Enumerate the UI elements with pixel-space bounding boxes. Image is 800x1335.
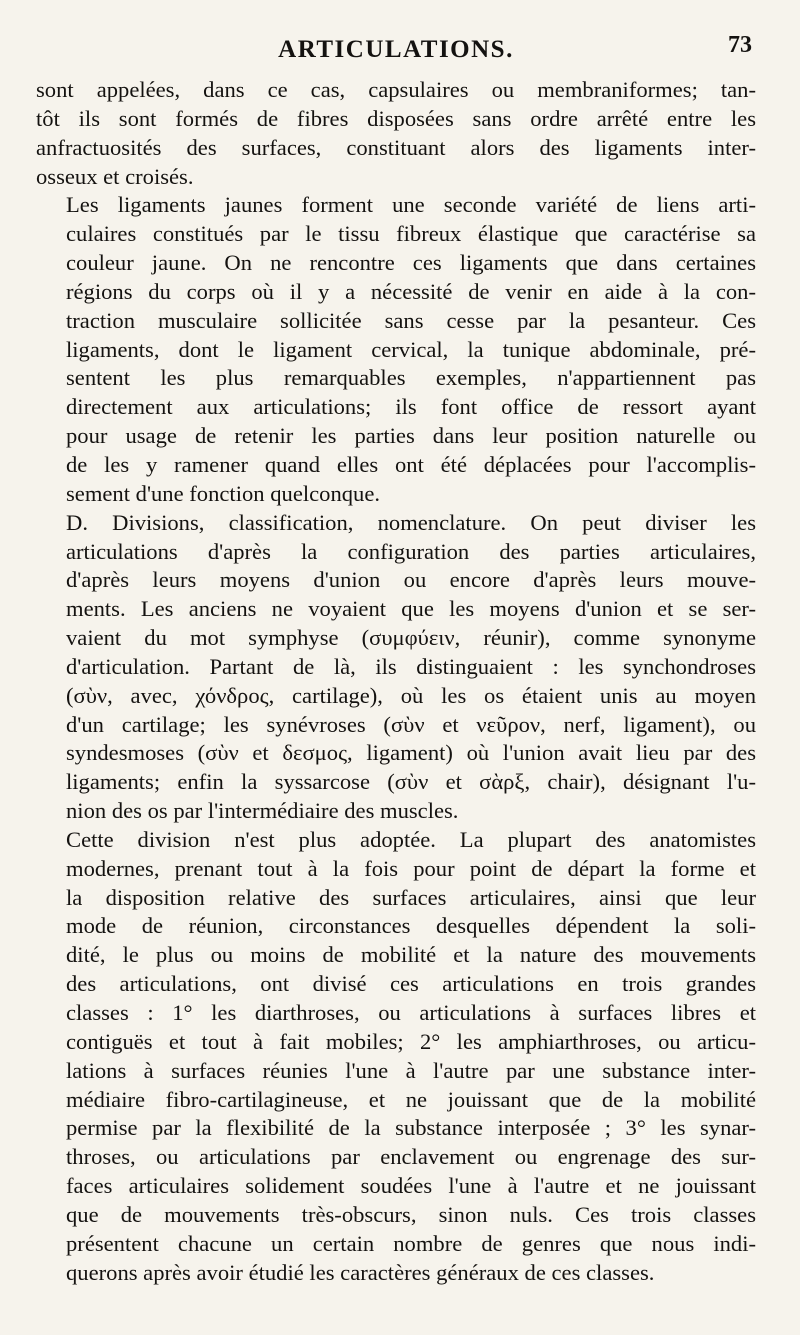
text-line: osseux et croisés. (36, 163, 194, 189)
text-line: ligaments, dont le ligament cervical, la tunique abdominale, pré- (66, 336, 756, 362)
text-line: sentent les plus remarquables exemples, n'appartiennent pas (66, 365, 756, 391)
text-line: ments. Les anciens ne voyaient que les moyens d'union et se ser- (66, 596, 756, 622)
text-line: (σὺν, avec, χόνδρος, cartilage), où les os étaient unis au moyen (66, 682, 756, 708)
text-line: articulations d'après la configuration des parties articulaires, (66, 538, 756, 564)
text-line: contiguës et tout à fait mobiles; 2° les amphiarthroses, ou articu- (66, 1028, 756, 1054)
text-line: faces articulaires solidement soudées l'une à l'autre et ne jouissant (66, 1173, 756, 1199)
paragraph-divisions-classification (36, 509, 756, 826)
text-line: la disposition relative des surfaces articulaires, ainsi que leur (66, 884, 756, 910)
text-line: présentent chacune un certain nombre de genres que nous indi- (66, 1230, 756, 1256)
text-line: que de mouvements très-obscurs, sinon nuls. Ces trois classes (66, 1201, 756, 1227)
text-line: régions du corps où il y a nécessité de venir en aide à la con- (66, 278, 756, 304)
text-line: querons après avoir étudié les caractères généraux de ces classes. (66, 1259, 655, 1285)
text-line: permise par la flexibilité de la substance interposée ; 3° les synar- (66, 1115, 756, 1141)
text-line: de les y ramener quand elles ont été déplacées pour l'accomplis- (66, 451, 756, 477)
paragraph-yellow-ligaments (36, 191, 756, 508)
text-line: culaires constitués par le tissu fibreux élastique que caractérise sa (66, 221, 756, 247)
text-line: D. Divisions, classification, nomenclature. On peut diviser les (66, 509, 756, 535)
body-text (36, 76, 756, 1287)
page-number: 73 (728, 32, 752, 58)
text-line: ligaments; enfin la syssarcose (σὺν et σὰρξ, chair), désignant l'u- (66, 769, 756, 795)
text-line: Cette division n'est plus adoptée. La plupart des anatomistes (66, 826, 756, 852)
text-line: syndesmoses (σὺν et δεσμος, ligament) où l'union avait lieu par des (66, 740, 756, 766)
text-line: anfractuosités des surfaces, constituant alors des ligaments inter- (36, 134, 756, 160)
text-line: tôt ils sont formés de fibres disposées sans ordre arrêté entre les (36, 105, 756, 131)
text-line: d'un cartilage; les synévroses (σὺν et νεῦρον, nerf, ligament), ou (66, 711, 756, 737)
running-head (36, 26, 756, 76)
paragraph-modern-classification (36, 826, 756, 1288)
text-line: dité, le plus ou moins de mobilité et la nature des mouvements (66, 942, 756, 968)
text-line: traction musculaire sollicitée sans cesse par la pesanteur. Ces (66, 307, 756, 333)
text-line: throses, ou articulations par enclavement ou engrenage des sur- (66, 1144, 756, 1170)
text-line: Les ligaments jaunes forment une seconde variété de liens arti- (66, 192, 756, 218)
text-line: pour usage de retenir les parties dans leur position naturelle ou (66, 423, 756, 449)
text-line: vaient du mot symphyse (συμφύειν, réunir), comme synonyme (66, 625, 756, 651)
text-line: d'après leurs moyens d'union ou encore d'après leurs mouve- (66, 567, 756, 593)
text-line: d'articulation. Partant de là, ils distinguaient : les synchondroses (66, 653, 756, 679)
text-line: classes : 1° les diarthroses, ou articulations à surfaces libres et (66, 1000, 756, 1025)
text-line: médiaire fibro-cartilagineuse, et ne jouissant que de la mobilité (66, 1086, 756, 1112)
text-line: lations à surfaces réunies l'une à l'autre par une substance inter- (66, 1057, 756, 1083)
paragraph-capsular-ligaments (36, 76, 756, 191)
text-line: couleur jaune. On ne rencontre ces ligaments que dans certaines (66, 250, 756, 276)
text-line: des articulations, ont divisé ces articulations en trois grandes (66, 971, 756, 997)
text-line: modernes, prenant tout à la fois pour point de départ la forme et (66, 855, 756, 881)
text-line: nion des os par l'intermédiaire des muscles. (66, 798, 459, 824)
text-line: sont appelées, dans ce cas, capsulaires ou membraniformes; tan- (36, 77, 756, 102)
text-line: sement d'une fonction quelconque. (66, 480, 381, 506)
text-line: directement aux articulations; ils font office de ressort ayant (66, 394, 756, 420)
text-line: mode de réunion, circonstances desquelles dépendent la soli- (66, 913, 756, 939)
running-head-title: ARTICULATIONS. (278, 36, 514, 63)
